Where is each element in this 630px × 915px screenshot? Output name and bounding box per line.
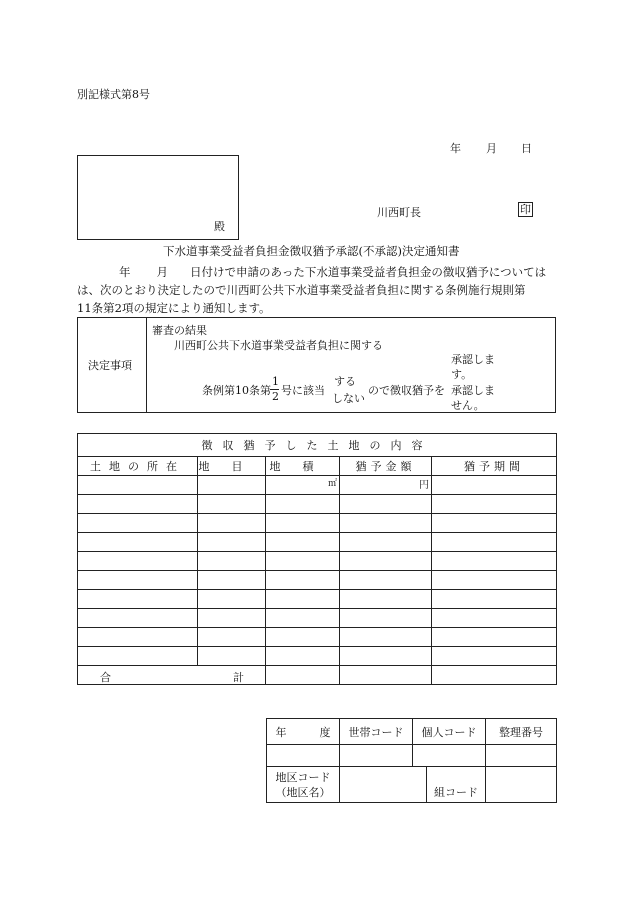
sender-name: 川西町長: [377, 206, 421, 219]
header-amount: 猶予金額: [340, 457, 432, 476]
land-table: [77, 433, 557, 685]
approve-line-2: す。: [451, 368, 473, 381]
table-row: [78, 571, 557, 590]
cell-fiscal-year: 年 度: [267, 719, 340, 745]
date-month: 月: [486, 142, 497, 155]
decision-divider: [146, 317, 147, 413]
body-line-1: [77, 264, 546, 280]
cell-household-code: 世帯コード: [340, 719, 413, 745]
addressee-suffix: 殿: [214, 220, 225, 233]
clause-end: ので徴収猶予を: [368, 384, 445, 397]
table-row: [78, 609, 557, 628]
option-not-apply: しない: [332, 392, 365, 405]
table-row: [78, 514, 557, 533]
table-row: [78, 628, 557, 647]
unit-yen: 円: [340, 476, 432, 495]
code-table: [266, 718, 557, 803]
total-row: [78, 666, 557, 685]
body-line-3: 11条第2項の規定により通知します。: [77, 301, 271, 315]
cell-group-code: 組コード: [427, 767, 486, 803]
body-line1-text: 日付けで申請のあった下水道事業受益者負担金の徴収猶予については: [190, 265, 547, 279]
table-row: [78, 476, 557, 495]
fraction-top: 1: [272, 375, 279, 388]
total-label-right: 計: [233, 671, 244, 684]
district-name-label: （地区名）: [275, 785, 331, 799]
header-land-category: 地目: [198, 457, 266, 476]
clause-mid: 号に該当: [281, 384, 325, 397]
form-number: 別記様式第8号: [77, 88, 150, 101]
approve-line-1: 承認しま: [451, 353, 495, 366]
date-day: 日: [521, 142, 532, 155]
land-table-title: 徴収猶予した土地の内容: [78, 434, 557, 457]
district-code-label: 地区コード: [275, 770, 331, 784]
decision-regulation: 川西町公共下水道事業受益者負担に関する: [174, 339, 383, 352]
table-row: [78, 495, 557, 514]
fraction-bottom: 2: [272, 390, 279, 403]
table-row: [78, 590, 557, 609]
body-year: 年: [119, 265, 131, 279]
reject-line-2: せん。: [451, 399, 485, 412]
body-month: 月: [156, 265, 168, 279]
clause-prefix: 条例第10条第: [202, 384, 271, 397]
decision-review: 審査の結果: [152, 324, 207, 337]
date-year: 年: [450, 142, 461, 155]
unit-area: ㎡: [266, 476, 340, 495]
header-location: 土地の所在: [78, 457, 198, 476]
cell-district-code: [267, 767, 340, 803]
header-area: 地積: [266, 457, 340, 476]
cell-personal-code: 個人コード: [413, 719, 486, 745]
seal-mark: 印: [520, 203, 531, 216]
table-row: [78, 552, 557, 571]
total-label-left: 合: [100, 671, 111, 684]
cell-reference-number: 整理番号: [486, 719, 557, 745]
body-line-2: は、次のとおり決定したので川西町公共下水道事業受益者負担に関する条例施行規則第: [77, 283, 526, 297]
document-title: 下水道事業受益者負担金徴収猶予承認(不承認)決定通知書: [163, 244, 460, 258]
decision-label: 決定事項: [88, 359, 132, 372]
table-row: [78, 533, 557, 552]
total-label: [78, 666, 266, 685]
table-row: [78, 647, 557, 666]
option-apply: する: [334, 375, 356, 388]
header-period: 猶予期間: [432, 457, 557, 476]
reject-line-1: 承認しま: [451, 384, 495, 397]
